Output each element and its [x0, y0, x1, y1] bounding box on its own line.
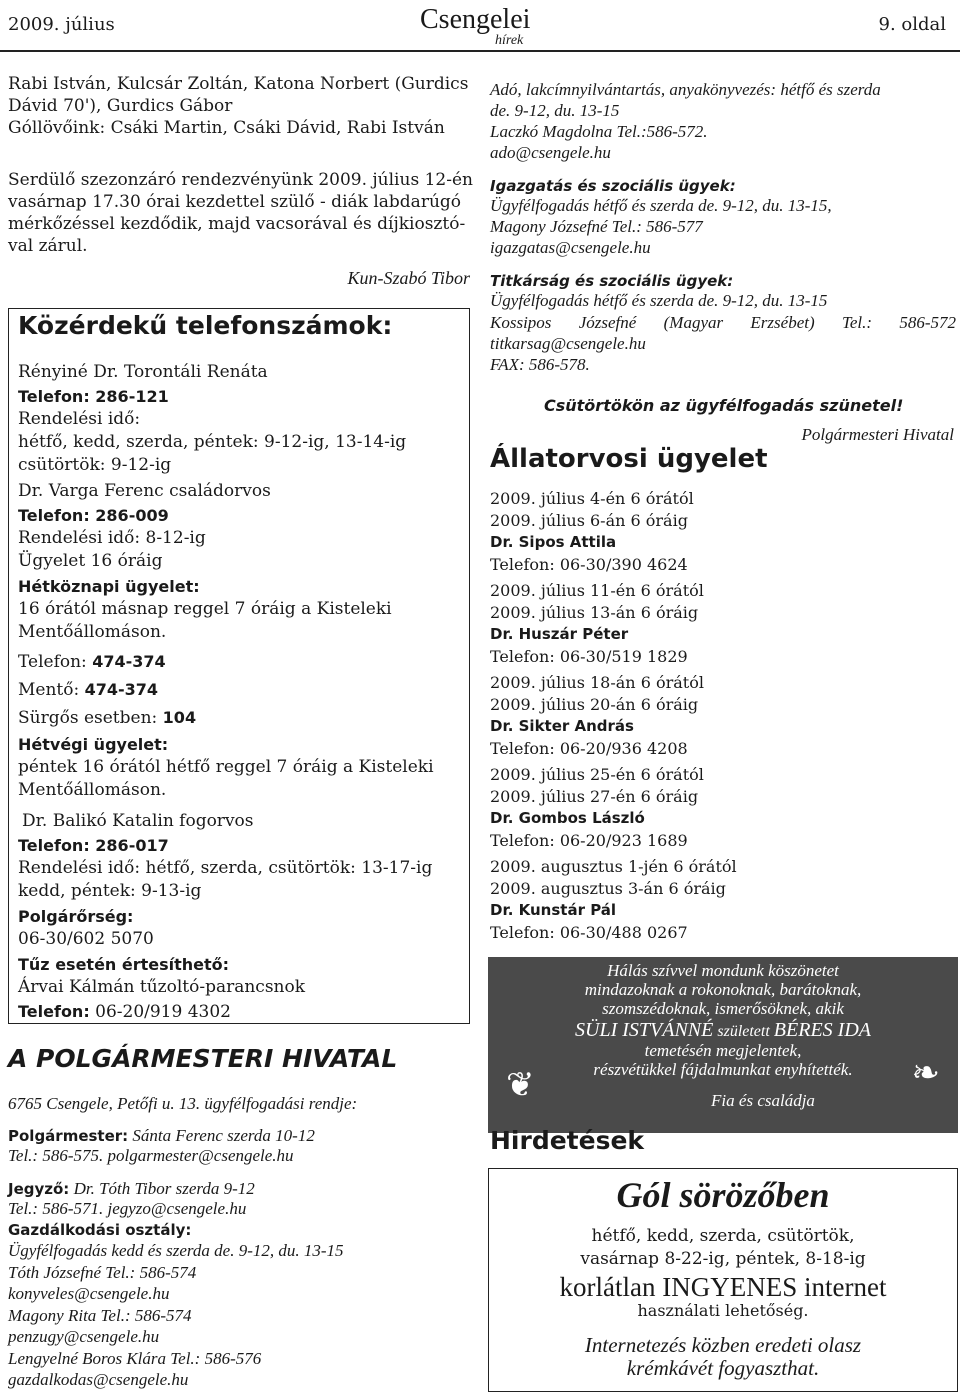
vet-phone: Telefon: 06-30/519 1829 — [490, 647, 688, 666]
vet-phone: Telefon: 06-20/923 1689 — [490, 831, 688, 850]
header-date: 2009. július — [8, 14, 115, 35]
vet-from: 2009. július 25-én 6 órától — [490, 765, 704, 784]
notary-line: Jegyző: Dr. Tóth Tibor szerda 9-12 — [8, 1179, 255, 1198]
ad-box — [488, 1168, 958, 1392]
finance-contact: Tóth Józsefné Tel.: 586-574 — [8, 1263, 197, 1282]
doctor-name: Dr. Balikó Katalin fogorvos — [22, 811, 254, 831]
mayor-contact: Tel.: 586-575. polgarmester@csengele.hu — [8, 1146, 294, 1165]
finance-email: konyveles@csengele.hu — [8, 1284, 170, 1303]
ads-title: Hirdetések — [490, 1126, 645, 1155]
vet-to: 2009. július 20-án 6 óráig — [490, 695, 699, 714]
ad-opening-hours: vasárnap 8-22-ig, péntek, 8-18-ig — [580, 1249, 866, 1269]
weekend-duty-text: péntek 16 órától hétfő reggel 7 óráig a Kisteleki — [18, 757, 434, 777]
condolence-line: mindazoknak a rokonoknak, barátoknak, — [584, 980, 862, 999]
secretariat-line: Kossipos Józsefné (Magyar Erzsébet) Tel.: 586-572 — [490, 313, 956, 332]
finance-email: penzugy@csengele.hu — [8, 1327, 160, 1346]
finance-contact: Magony Rita Tel.: 586-574 — [8, 1306, 192, 1325]
tax-office-line: de. 9-12, du. 13-15 — [490, 101, 620, 120]
weekday-duty-label: Hétköznapi ügyelet: — [18, 577, 200, 596]
weekday-duty-text: Mentőállomáson. — [18, 622, 167, 642]
intro-line: Rabi István, Kulcsár Zoltán, Katona Norbert (Gurdics — [8, 74, 469, 94]
vet-to: 2009. július 27-én 6 óráig — [490, 787, 699, 806]
condolence-signature: Fia és családja — [711, 1091, 815, 1110]
office-hours: csütörtök: 9-12-ig — [18, 455, 172, 475]
weekend-duty-label: Hétvégi ügyelet: — [18, 735, 169, 754]
doctor-name: Rényiné Dr. Torontáli Renáta — [18, 362, 268, 382]
vet-phone: Telefon: 06-20/936 4208 — [490, 739, 688, 758]
fire-phone: Telefon: 06-20/919 4302 — [18, 1002, 231, 1022]
vet-from: 2009. július 18-án 6 órától — [490, 673, 704, 692]
on-call-hours: Ügyelet 16 óráig — [18, 551, 163, 571]
flourish-right-icon: ❧ — [911, 1053, 940, 1093]
secretariat-fax: FAX: 586-578. — [490, 355, 590, 374]
vet-phone: Telefon: 06-30/488 0267 — [490, 923, 688, 942]
vet-from: 2009. július 4-én 6 órától — [490, 489, 694, 508]
publication-title: Csengelei — [420, 4, 531, 35]
vet-doctor: Dr. Kunstár Pál — [490, 901, 617, 919]
finance-contact: Lengyelné Boros Klára Tel.: 586-576 — [8, 1349, 262, 1368]
vet-to: 2009. július 13-án 6 óráig — [490, 603, 699, 622]
phone-line: Telefon: 474-374 — [18, 652, 166, 672]
admin-label: Igazgatás és szociális ügyek: — [490, 177, 736, 195]
doctor-phone: Telefon: 286-017 — [18, 836, 169, 855]
police-phone: 06-30/602 5070 — [18, 929, 154, 949]
weekday-duty-text: 16 órától másnap reggel 7 óráig a Kisteleki — [18, 599, 392, 619]
doctor-phone: Telefon: 286-009 — [18, 506, 169, 525]
secretariat-label: Titkárság és szociális ügyek: — [490, 272, 734, 290]
deceased-line: SÜLI ISTVÁNNÉ született BÉRES IDA — [575, 1019, 871, 1041]
ad-coffee-line: Internetezés közben eredeti olasz — [584, 1333, 862, 1357]
vet-doctor: Dr. Sikter András — [490, 717, 634, 735]
fire-label: Tűz esetén értesíthető: — [18, 955, 230, 974]
vet-phone: Telefon: 06-30/390 4624 — [490, 555, 688, 574]
office-hours: Rendelési idő: 8-12-ig — [18, 528, 206, 548]
weekend-duty-text: Mentőállomáson. — [18, 780, 167, 800]
intro-paragraph-line: vasárnap 17.30 órai kezdettel szülő - diák labdarúgó — [8, 192, 462, 212]
condolence-line: szomszédoknak, ismerősöknek, akik — [602, 999, 844, 1018]
admin-email: igazgatas@csengele.hu — [490, 238, 651, 257]
mayor-office-address: 6765 Csengele, Petőfi u. 13. ügyfélfogadási rendje: — [8, 1094, 358, 1113]
intro-paragraph-line: val zárul. — [8, 236, 88, 256]
ad-venue-name: Gól sörözőben — [616, 1175, 830, 1215]
intro-signature: Kun-Szabó Tibor — [347, 268, 470, 288]
notice-signature: Polgármesteri Hivatal — [801, 425, 954, 444]
doctor-name: Dr. Varga Ferenc családorvos — [18, 481, 271, 501]
header-rule — [0, 50, 960, 52]
ad-internet-sub: használati lehetőség. — [637, 1301, 809, 1320]
mayor-line: Polgármester: Sánta Ferenc szerda 10-12 — [8, 1126, 315, 1145]
tax-office-email: ado@csengele.hu — [490, 143, 611, 162]
vet-to: 2009. augusztus 3-án 6 óráig — [490, 879, 726, 898]
secretariat-email: titkarsag@csengele.hu — [490, 334, 646, 353]
tax-office-line: Adó, lakcímnyilvántartás, anyakönyvezés: hétfő és szerda — [490, 80, 881, 99]
police-label: Polgárőrség: — [18, 907, 134, 926]
intro-line: Góllövőink: Csáki Martin, Csáki Dávid, Rabi István — [8, 118, 445, 138]
finance-label: Gazdálkodási osztály: — [8, 1221, 192, 1239]
vet-doctor: Dr. Gombos László — [490, 809, 645, 827]
secretariat-line: Ügyfélfogadás hétfő és szerda de. 9-12, du. 13-15 — [490, 291, 828, 310]
doctor-phone: Telefon: 286-121 — [18, 387, 169, 406]
condolence-notice — [488, 957, 958, 1133]
ad-internet-offer: korlátlan INGYENES internet — [559, 1272, 887, 1302]
condolence-line: Hálás szívvel mondunk köszönetet — [607, 961, 839, 980]
page-number: 9. oldal — [878, 14, 946, 35]
office-hours: hétfő, kedd, szerda, péntek: 9-12-ig, 13-14-ig — [18, 432, 407, 452]
vet-from: 2009. július 11-én 6 órától — [490, 581, 704, 600]
vet-doctor: Dr. Huszár Péter — [490, 625, 629, 643]
vet-duty-title: Állatorvosi ügyelet — [490, 444, 768, 474]
office-hours-label: Rendelési idő: — [18, 409, 141, 429]
notary-contact: Tel.: 586-571. jegyzo@csengele.hu — [8, 1199, 247, 1218]
vet-to: 2009. július 6-án 6 óráig — [490, 511, 688, 530]
condolence-line: temetésén megjelentek, — [644, 1041, 802, 1060]
office-hours: kedd, péntek: 9-13-ig — [18, 881, 202, 901]
admin-line: Ügyfélfogadás hétfő és szerda de. 9-12, du. 13-15, — [490, 196, 832, 215]
ad-opening-days: hétfő, kedd, szerda, csütörtök, — [591, 1226, 855, 1246]
intro-line: Dávid 70'), Gurdics Gábor — [8, 96, 233, 116]
closure-notice: Csütörtökön az ügyfélfogadás szünetel! — [544, 396, 904, 415]
admin-line: Magony Józsefné Tel.: 586-577 — [490, 217, 703, 236]
vet-doctor: Dr. Sipos Attila — [490, 533, 617, 551]
office-hours: Rendelési idő: hétfő, szerda, csütörtök: 13-17-ig — [18, 858, 433, 878]
fire-chief-name: Árvai Kálmán tűzoltó-parancsnok — [18, 977, 306, 997]
intro-paragraph-line: mérkőzéssel kezdődik, majd vacsorával és díjkiosztó- — [8, 214, 466, 234]
flourish-left-icon: ❦ — [506, 1065, 535, 1105]
intro-paragraph-line: Serdülő szezonzáró rendezvényünk 2009. július 12-én — [8, 170, 473, 190]
emergency-line: Sürgős esetben: 104 — [18, 708, 197, 728]
ad-coffee-line: krémkávét fogyaszthat. — [626, 1356, 820, 1380]
mayor-office-title: A POLGÁRMESTERI HIVATAL — [8, 1044, 398, 1073]
condolence-line: részvétükkel fájdalmunkat enyhítették. — [593, 1060, 853, 1079]
publication-subtitle: hírek — [495, 33, 524, 48]
tax-office-line: Laczkó Magdolna Tel.:586-572. — [490, 122, 708, 141]
finance-hours: Ügyfélfogadás kedd és szerda de. 9-12, du. 13-15 — [8, 1241, 344, 1260]
ambulance-line: Mentő: 474-374 — [18, 680, 159, 700]
phone-numbers-title: Közérdekű telefonszámok: — [18, 311, 393, 340]
finance-email: gazdalkodas@csengele.hu — [8, 1370, 189, 1389]
vet-from: 2009. augusztus 1-jén 6 órától — [490, 857, 737, 876]
